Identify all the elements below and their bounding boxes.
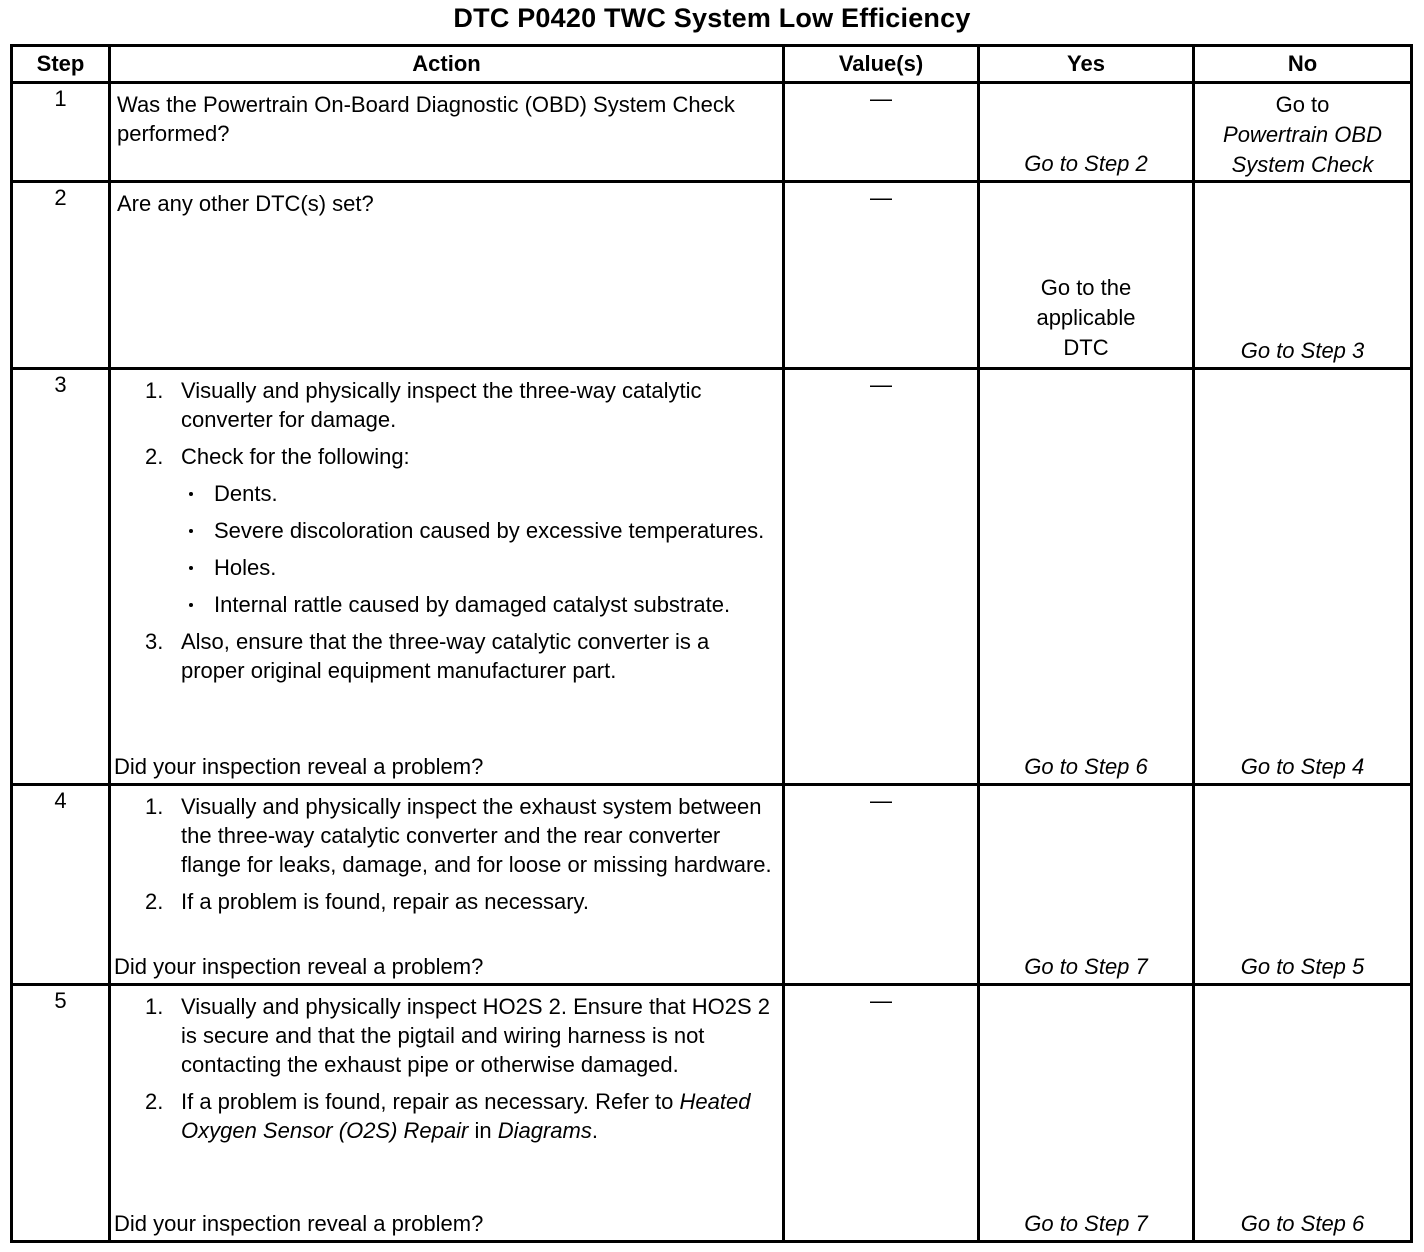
list-item-text: Visually and physically inspect the three-way catalytic converter for damage. — [181, 378, 702, 432]
no-cell — [1194, 785, 1412, 985]
list-item-text: If a problem is found, repair as necessary. Refer to — [181, 1089, 674, 1114]
action-cell — [110, 785, 784, 985]
list-item-text: If a problem is found, repair as necessary. — [181, 889, 590, 914]
list-item-text: Visually and physically inspect the exhaust system between the three-way catalytic converter and the rear converter flange for leaks, damage, and for loose or missing hardware. — [181, 794, 772, 877]
action-text: Are any other DTC(s) set? — [117, 191, 374, 216]
reference-link: Heated Oxygen Sensor (O2S) Repair — [181, 1089, 751, 1143]
list-item — [117, 627, 776, 685]
table-row — [12, 985, 1412, 1242]
list-item — [117, 792, 776, 879]
bullet-item — [181, 590, 776, 619]
bullet-item — [181, 479, 776, 508]
list-item — [117, 442, 776, 619]
table-row — [12, 369, 1412, 785]
value-cell: — — [784, 369, 979, 785]
list-item — [117, 887, 776, 916]
no-answer: Go to Step 5 — [1240, 954, 1365, 979]
list-item-text: Also, ensure that the three-way catalytic converter is a proper original equipment manufacturer part. — [181, 629, 710, 683]
no-answer-prefix: Go to — [1275, 92, 1330, 117]
no-cell — [1194, 369, 1412, 785]
bullet-text: Dents. — [214, 481, 278, 506]
action-cell — [110, 369, 784, 785]
header-no: No — [1194, 46, 1412, 83]
bullet-dot-icon — [189, 603, 193, 607]
table-row — [12, 785, 1412, 985]
value-cell: — — [784, 985, 979, 1242]
instruction-list — [117, 792, 776, 916]
question-text: Did your inspection reveal a problem? — [114, 1211, 484, 1236]
no-answer: Go to Step 6 — [1240, 1211, 1365, 1236]
action-cell — [110, 182, 784, 369]
step-number: 4 — [12, 785, 110, 985]
yes-answer-line: applicable — [1036, 305, 1136, 330]
value-cell: — — [784, 83, 979, 182]
list-item-text: Visually and physically inspect HO2S 2. Ensure that HO2S 2 is secure and that the pigtail and wiring harness is not contacting the exhaust pipe or otherwise damaged. — [181, 994, 771, 1077]
yes-cell — [979, 985, 1194, 1242]
no-answer: Go to Step 4 — [1240, 754, 1365, 779]
page-title: DTC P0420 TWC System Low Efficiency — [453, 3, 971, 33]
yes-cell — [979, 785, 1194, 985]
bullet-text: Internal rattle caused by damaged catalyst substrate. — [214, 592, 731, 617]
no-cell — [1194, 985, 1412, 1242]
yes-answer: Go to Step 6 — [1024, 754, 1148, 779]
yes-answer-line: Go to the — [1040, 275, 1132, 300]
yes-cell — [979, 369, 1194, 785]
list-number: 2. — [145, 444, 164, 469]
step-number: 5 — [12, 985, 110, 1242]
yes-answer: Go to Step 2 — [1024, 151, 1148, 176]
bullet-dot-icon — [189, 566, 193, 570]
step-number: 1 — [12, 83, 110, 182]
yes-answer: Go to Step 7 — [1024, 1211, 1148, 1236]
header-row — [12, 46, 1412, 83]
instruction-list — [117, 992, 776, 1145]
list-item — [117, 992, 776, 1079]
action-cell — [110, 985, 784, 1242]
table-row — [12, 83, 1412, 182]
header-step: Step — [12, 46, 110, 83]
bullet-dot-icon — [189, 529, 193, 533]
list-number: 1. — [145, 378, 164, 403]
yes-cell — [979, 182, 1194, 369]
list-number: 1. — [145, 994, 164, 1019]
list-number: 1. — [145, 794, 164, 819]
header-yes: Yes — [979, 46, 1194, 83]
list-item — [117, 376, 776, 434]
header-action: Action — [110, 46, 784, 83]
yes-cell — [979, 83, 1194, 182]
question-text: Did your inspection reveal a problem? — [114, 754, 484, 779]
value-cell: — — [784, 182, 979, 369]
bullet-item — [181, 516, 776, 545]
bullet-text: Holes. — [214, 555, 277, 580]
bullet-item — [181, 553, 776, 582]
action-cell — [110, 83, 784, 182]
no-answer-link: Powertrain OBD System Check — [1223, 122, 1382, 177]
table-row — [12, 182, 1412, 369]
bullet-text: Severe discoloration caused by excessive temperatures. — [214, 518, 765, 543]
value-cell: — — [784, 785, 979, 985]
instruction-list — [117, 376, 776, 685]
list-item-text: in — [474, 1118, 492, 1143]
list-item-text: Check for the following: — [181, 444, 410, 469]
bullet-list — [181, 479, 776, 619]
reference-link: Diagrams — [497, 1118, 592, 1143]
diagnostic-table — [10, 44, 1413, 1243]
no-cell — [1194, 83, 1412, 182]
step-number: 3 — [12, 369, 110, 785]
yes-answer: Go to Step 7 — [1024, 954, 1148, 979]
header-values: Value(s) — [784, 46, 979, 83]
no-answer: Go to Step 3 — [1240, 338, 1365, 363]
list-number: 3. — [145, 629, 164, 654]
list-number: 2. — [145, 889, 164, 914]
step-number: 2 — [12, 182, 110, 369]
action-text: Was the Powertrain On-Board Diagnostic (OBD) System Check performed? — [117, 92, 735, 146]
question-text: Did your inspection reveal a problem? — [114, 954, 484, 979]
bullet-dot-icon — [189, 492, 193, 496]
no-cell — [1194, 182, 1412, 369]
list-item — [117, 1087, 776, 1145]
list-item-text: . — [591, 1118, 598, 1143]
yes-answer-line: DTC — [1063, 335, 1109, 360]
list-number: 2. — [145, 1089, 164, 1114]
